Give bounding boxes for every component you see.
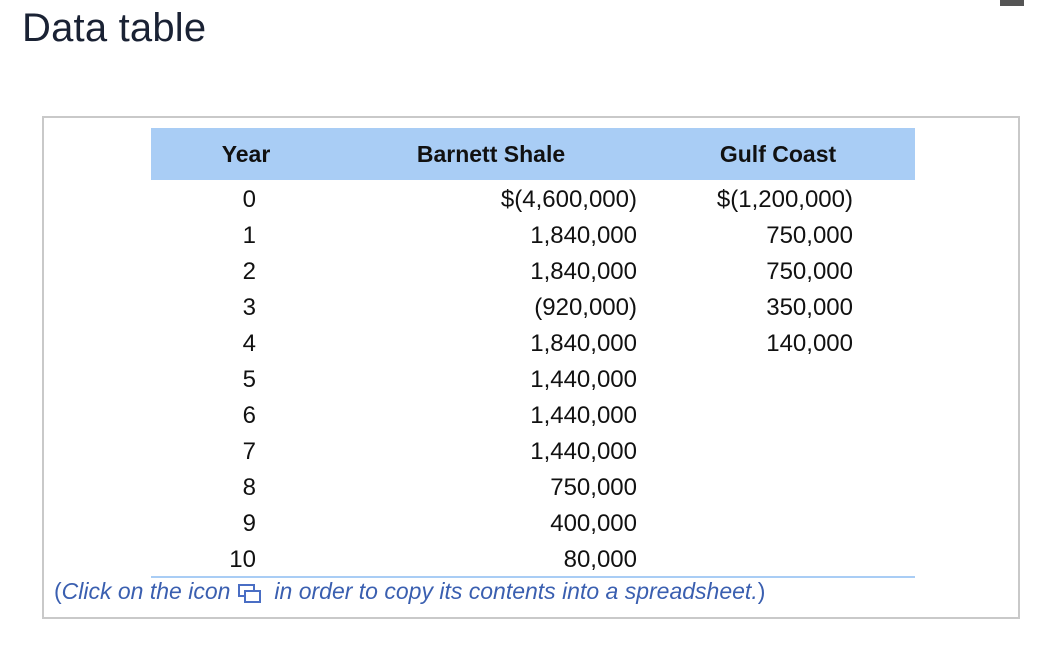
gulf-coast-cell: 750,000 xyxy=(766,258,853,285)
year-cell: 4 xyxy=(242,330,256,357)
copy-instruction-note xyxy=(54,578,765,605)
page-title: Data table xyxy=(22,6,207,50)
barnett-shale-cell: (920,000) xyxy=(534,294,637,321)
header-barnett-shale: Barnett Shale xyxy=(341,128,641,180)
table-row xyxy=(151,254,915,290)
table-row xyxy=(151,398,915,434)
table-row xyxy=(151,506,915,542)
barnett-shale-cell: 80,000 xyxy=(563,546,637,573)
data-table xyxy=(151,128,915,578)
barnett-shale-cell: $(4,600,000) xyxy=(500,186,637,213)
year-cell: 8 xyxy=(242,474,256,501)
gulf-coast-cell: 140,000 xyxy=(766,330,853,357)
table-row xyxy=(151,326,915,362)
year-cell: 1 xyxy=(242,222,256,249)
gulf-coast-cell xyxy=(641,542,915,578)
gulf-coast-cell xyxy=(641,434,915,470)
table-row xyxy=(151,542,915,578)
gulf-coast-cell xyxy=(641,362,915,398)
window-control[interactable] xyxy=(1000,0,1024,6)
note-open-paren: ( xyxy=(54,578,62,604)
gulf-coast-cell xyxy=(641,398,915,434)
barnett-shale-cell: 1,440,000 xyxy=(530,438,637,465)
year-cell: 6 xyxy=(242,402,256,429)
table-header-row xyxy=(151,128,915,180)
year-cell: 3 xyxy=(242,294,256,321)
header-year: Year xyxy=(151,128,341,180)
year-cell: 0 xyxy=(242,186,256,213)
barnett-shale-cell: 1,840,000 xyxy=(530,222,637,249)
copy-icon[interactable] xyxy=(238,584,260,600)
year-cell: 10 xyxy=(229,546,256,573)
gulf-coast-cell: 350,000 xyxy=(766,294,853,321)
barnett-shale-cell: 1,440,000 xyxy=(530,402,637,429)
table-row xyxy=(151,290,915,326)
gulf-coast-cell: 750,000 xyxy=(766,222,853,249)
barnett-shale-cell: 1,840,000 xyxy=(530,330,637,357)
table-row xyxy=(151,180,915,218)
year-cell: 2 xyxy=(242,258,256,285)
gulf-coast-cell: $(1,200,000) xyxy=(716,186,853,213)
table-row xyxy=(151,434,915,470)
year-cell: 9 xyxy=(242,510,256,537)
header-gulf-coast: Gulf Coast xyxy=(641,128,915,180)
year-cell: 7 xyxy=(242,438,256,465)
data-table-panel xyxy=(42,116,1020,619)
note-text-after-icon: in order to copy its contents into a spreadsheet. xyxy=(274,578,758,604)
barnett-shale-cell: 750,000 xyxy=(550,474,637,501)
barnett-shale-cell: 1,440,000 xyxy=(530,366,637,393)
barnett-shale-cell: 400,000 xyxy=(550,510,637,537)
gulf-coast-cell xyxy=(641,506,915,542)
table-row xyxy=(151,362,915,398)
gulf-coast-cell xyxy=(641,470,915,506)
table-row xyxy=(151,470,915,506)
year-cell: 5 xyxy=(242,366,256,393)
barnett-shale-cell: 1,840,000 xyxy=(530,258,637,285)
note-close-paren: ) xyxy=(757,578,766,604)
table-row xyxy=(151,218,915,254)
note-text-before-icon: Click on the icon xyxy=(61,578,231,604)
